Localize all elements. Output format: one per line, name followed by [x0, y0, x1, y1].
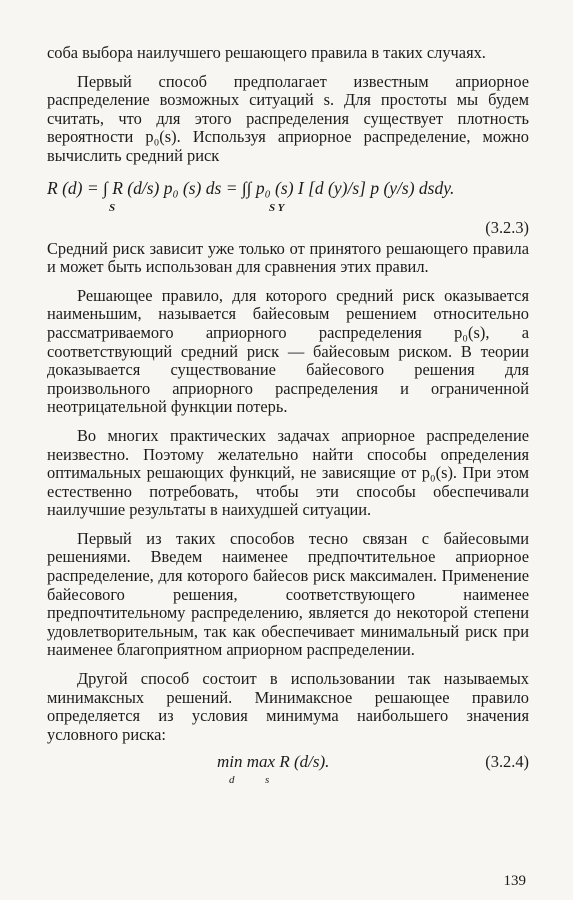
formula-minimax-text: min max R (d/s). — [217, 752, 330, 772]
equation-number-3-2-3: (3.2.3) — [485, 217, 529, 237]
paragraph-bayes-solution: Решающее правило, для которого средний риск оказывается наименьшим, называется байесовым решением относительно рассматриваемого априорного распределения p₀(s), а соответствующий средний риск — байесовым риском. В теории доказывается существование байесового решения для произвольного априорного распределения и ограниченной неотрицательной функции потерь. — [47, 285, 529, 417]
formula-subscript-s2: s — [265, 774, 270, 787]
page-number: 139 — [503, 873, 526, 889]
formula-subscript-s: S — [109, 201, 116, 214]
page-text — [47, 44, 529, 790]
equation-number-3-2-4: (3.2.4) — [485, 752, 529, 772]
formula-subscript-sy: S Y — [269, 201, 285, 214]
paragraph-minimax: Другой способ состоит в использовании так называемых минимаксных решений. Минимаксное решающее правило определяется из условия минимума наибольшего значения условного риска: — [47, 669, 529, 744]
paragraph-continuation: соба выбора наилучшего решающего правила в таких случаях. — [47, 43, 486, 62]
paragraph-average-risk: Средний риск зависит уже только от принятого решающего правила и может быть использован для сравнения этих правил. — [47, 238, 529, 277]
formula-subscript-d: d — [229, 774, 235, 787]
formula-minimax — [47, 752, 529, 790]
paragraph-unknown-prior: Во многих практических задачах априорное распределение неизвестно. Поэтому желательно найти способы определения оптимальных решающих функций, не зависящие от p₀(s). При этом естественно потребовать, чтобы эти способы обеспечивали наилучшие результаты в наихудшей ситуации. — [47, 425, 529, 520]
paragraph-first-method: Первый способ предполагает известным априорное распределение возможных ситуаций s. Для простоты мы будем считать, что для этого распределения существует плотность вероятности p₀(s). Используя априорное распределение, можно вычислить средний риск — [47, 71, 529, 165]
paragraph-least-favorable: Первый из таких способов тесно связан с байесовыми решениями. Введем наименее предпочтительное априорное распределение, для которого байесов риск максимален. Применение байесового решения, соответствующего наименее предпочтительному распределению, является до некоторой степени удовлетворительным, так как обеспечивает минимальный риск при наименее благоприятном априорном распределении. — [47, 528, 529, 660]
formula-average-risk — [47, 174, 529, 218]
formula-average-risk-text: R (d) = ∫ R (d/s) p₀ (s) ds = ∫∫ p₀ (s) I [d (y)/s] p (y/s) dsdy. — [47, 177, 455, 198]
